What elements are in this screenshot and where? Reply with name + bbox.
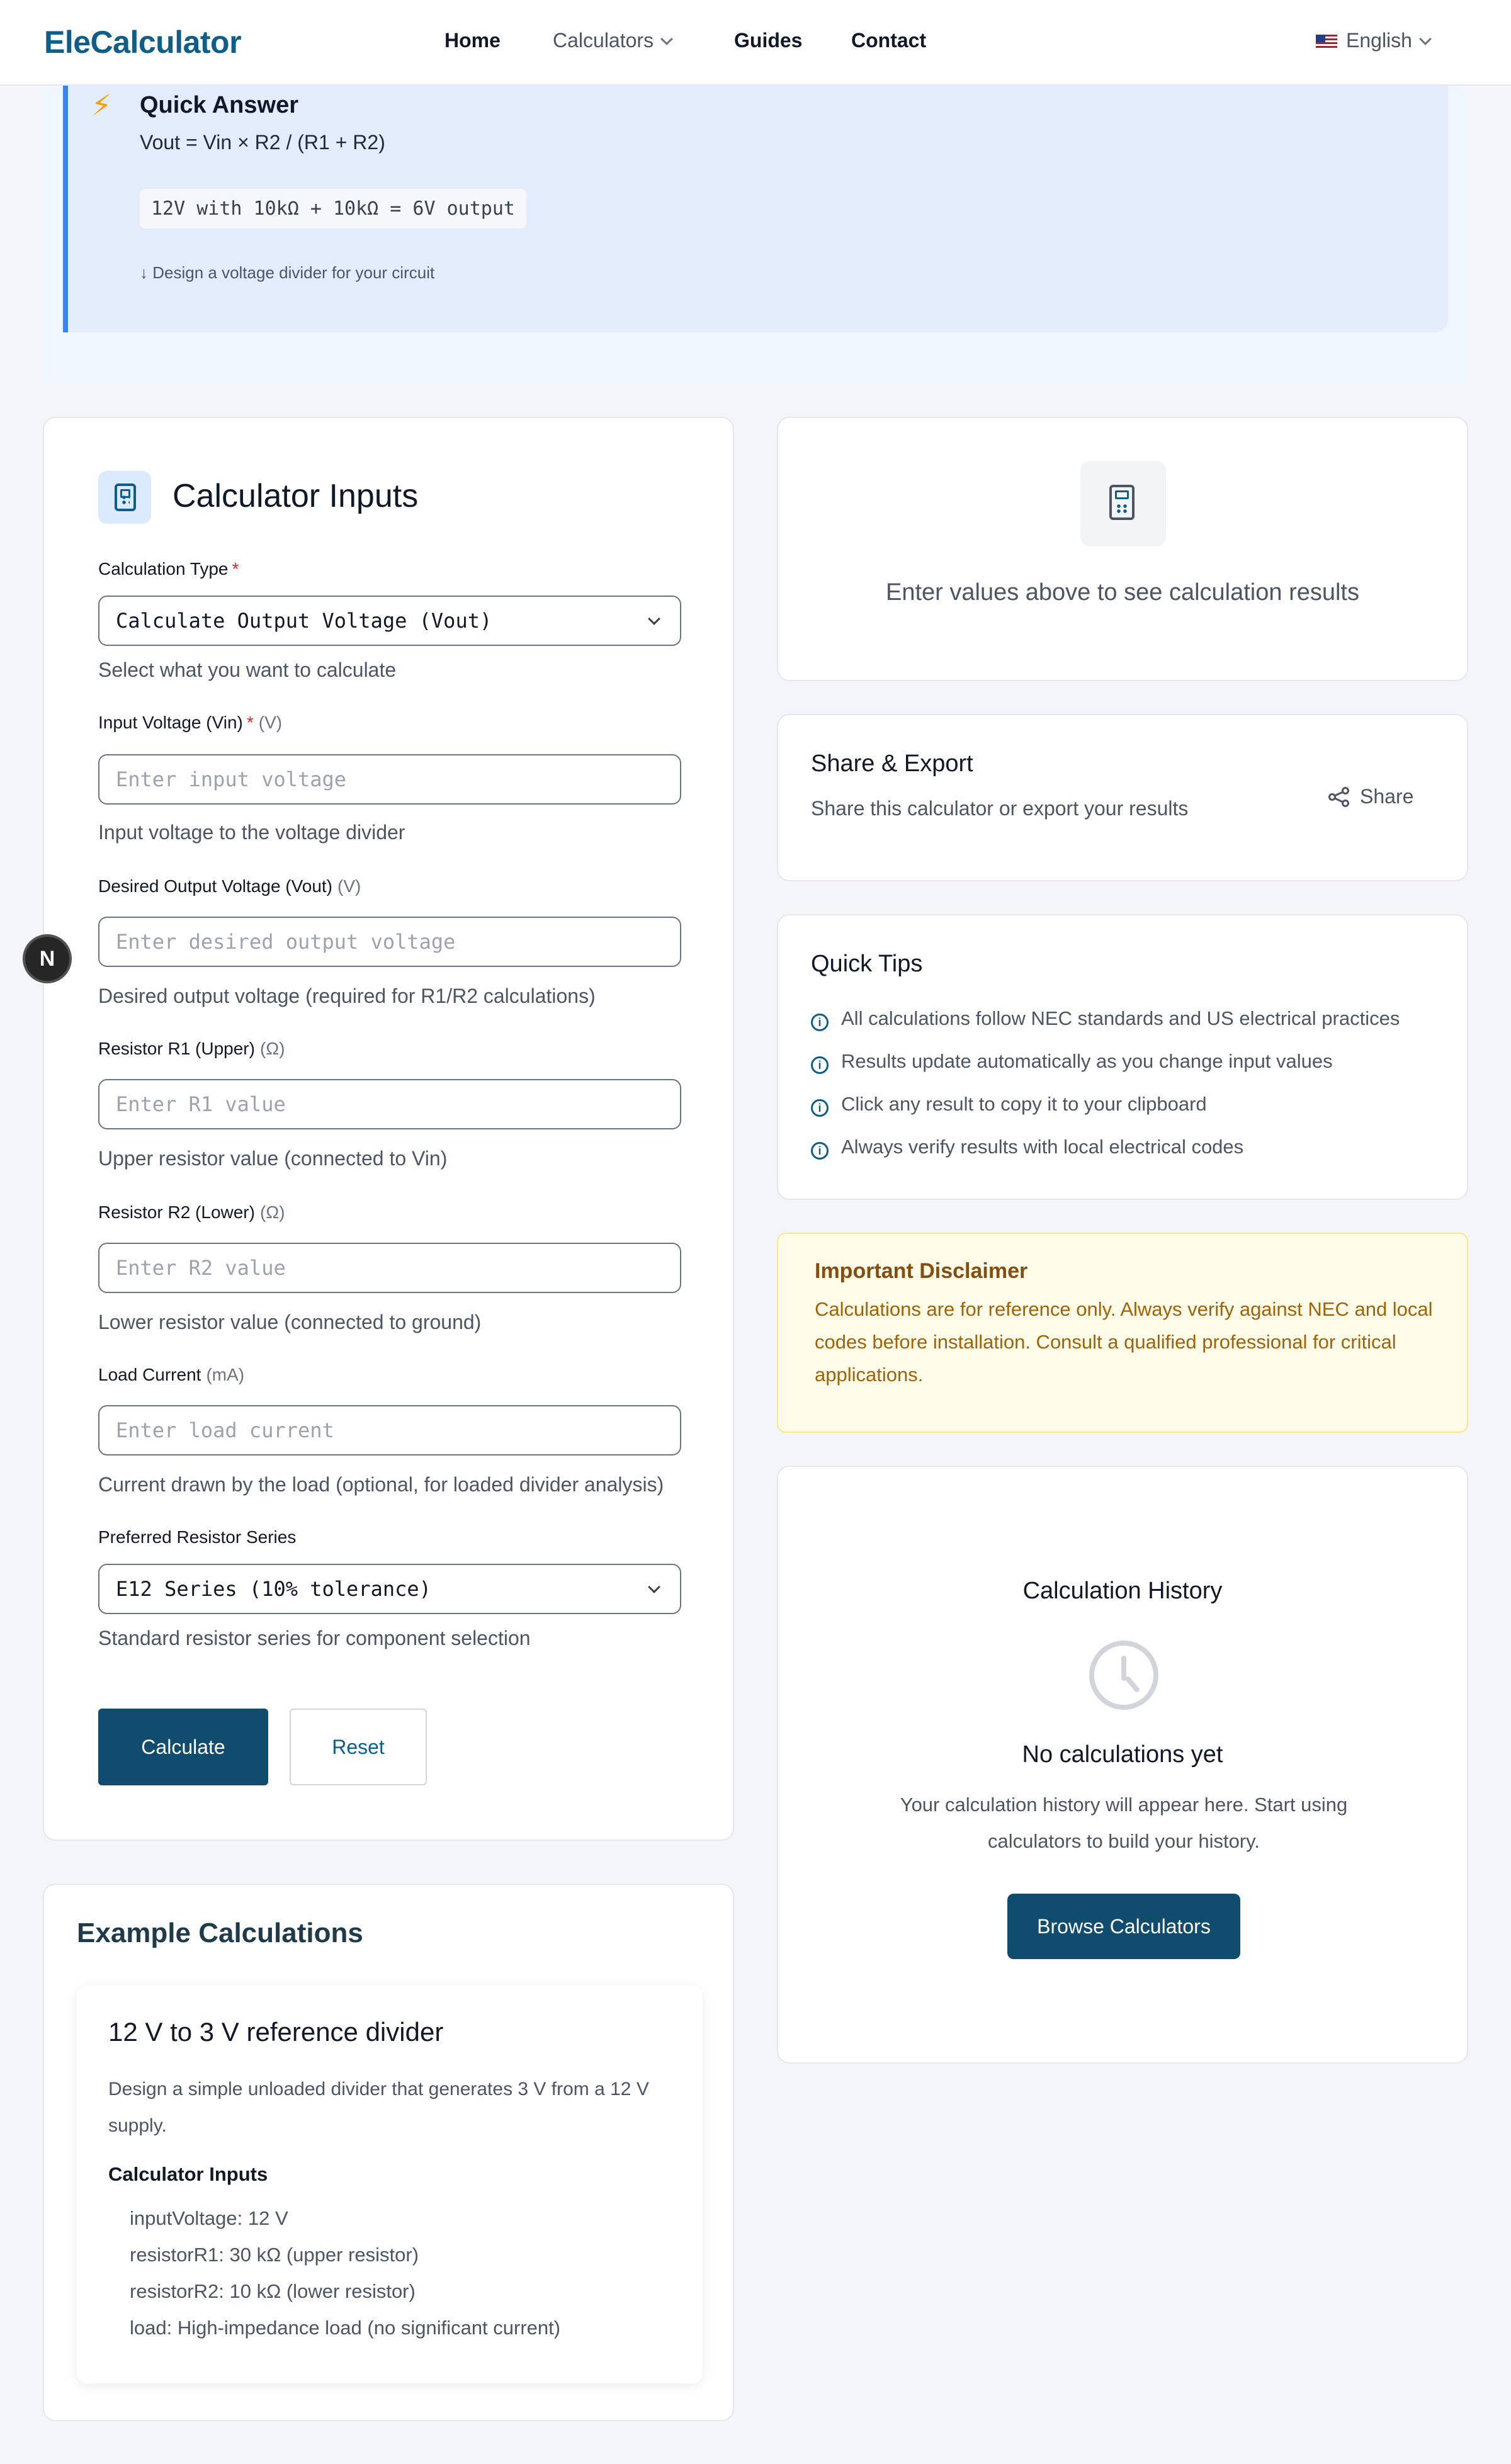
required-marker: * xyxy=(232,559,239,579)
nav-calculators[interactable] xyxy=(553,29,671,52)
example-calculations-card xyxy=(43,1884,734,2421)
r1-help: Upper resistor value (connected to Vin) xyxy=(98,1147,448,1170)
resistor-series-label: Preferred Resistor Series xyxy=(98,1527,297,1547)
r1-unit: (Ω) xyxy=(259,1039,285,1058)
calculator-icon-badge xyxy=(98,471,151,524)
r2-unit: (Ω) xyxy=(259,1202,285,1222)
calc-type-help: Select what you want to calculate xyxy=(98,658,397,681)
calculate-button[interactable]: Calculate xyxy=(98,1709,268,1785)
load-current-placeholder: Enter load current xyxy=(116,1418,334,1442)
quick-tips-card xyxy=(777,914,1468,1200)
example-input-line: load: High-impedance load (no significant current) xyxy=(130,2317,561,2339)
calc-type-label xyxy=(98,559,239,579)
quick-answer-title: Quick Answer xyxy=(140,92,299,118)
results-empty-message: Enter values above to see calculation results xyxy=(886,579,1359,606)
r2-label-text: Resistor R2 (Lower) xyxy=(98,1202,255,1222)
share-subtitle: Share this calculator or export your results xyxy=(811,797,1189,820)
nav-guides[interactable]: Guides xyxy=(734,29,803,52)
tip-text: All calculations follow NEC standards and US electrical practices xyxy=(841,1007,1400,1029)
browse-calculators-button[interactable]: Browse Calculators xyxy=(1007,1894,1240,1959)
history-empty-title: No calculations yet xyxy=(1022,1741,1223,1768)
chevron-down-icon xyxy=(648,613,660,625)
load-current-help: Current drawn by the load (optional, for loaded divider analysis) xyxy=(98,1473,664,1496)
disclaimer-card xyxy=(777,1233,1468,1433)
chevron-down-icon xyxy=(648,1581,660,1593)
calculator-icon-badge xyxy=(1080,461,1166,546)
vout-placeholder: Enter desired output voltage xyxy=(116,930,456,954)
calculator-icon xyxy=(115,483,136,511)
example-calculations-title: Example Calculations xyxy=(77,1918,363,1948)
quick-tips-title: Quick Tips xyxy=(811,951,923,977)
resistor-series-help: Standard resistor series for component selection xyxy=(98,1627,531,1649)
info-circle-icon: i xyxy=(811,1014,829,1031)
example-input-line: resistorR2: 10 kΩ (lower resistor) xyxy=(130,2280,416,2302)
r2-input[interactable] xyxy=(98,1243,681,1293)
site-header xyxy=(0,0,1511,86)
tip-item xyxy=(811,1007,1400,1030)
tip-item xyxy=(811,1136,1243,1158)
calc-type-label-text: Calculation Type xyxy=(98,559,229,579)
vout-unit: (V) xyxy=(337,876,361,896)
tip-text: Click any result to copy it to your clipboard xyxy=(841,1093,1207,1115)
example-input-line: resistorR1: 30 kΩ (upper resistor) xyxy=(130,2244,419,2266)
nav-home[interactable]: Home xyxy=(444,29,501,52)
r1-label xyxy=(98,1039,285,1059)
disclaimer-text: Calculations are for reference only. Always verify against NEC and local codes before installation. Consult a qualified professional for critical applications. xyxy=(815,1298,1433,1386)
resistor-series-select[interactable] xyxy=(98,1564,681,1614)
vout-label xyxy=(98,876,361,896)
chevron-down-icon xyxy=(1419,33,1432,45)
tip-text: Results update automatically as you change input values xyxy=(841,1050,1333,1072)
calculator-inputs-title: Calculator Inputs xyxy=(173,478,419,514)
r1-placeholder: Enter R1 value xyxy=(116,1092,286,1116)
share-export-card xyxy=(777,714,1468,881)
info-circle-icon: i xyxy=(811,1099,829,1117)
language-selector[interactable] xyxy=(1316,29,1430,52)
history-title: Calculation History xyxy=(1022,1578,1223,1604)
tip-text: Always verify results with local electrical codes xyxy=(841,1136,1244,1158)
vin-unit: (V) xyxy=(258,713,283,732)
vin-label-text: Input Voltage (Vin) xyxy=(98,713,243,732)
vout-input[interactable] xyxy=(98,917,681,967)
calculator-inputs-card xyxy=(43,417,734,1841)
share-title: Share & Export xyxy=(811,750,973,777)
results-card xyxy=(777,417,1468,681)
info-circle-icon: i xyxy=(811,1056,829,1074)
quick-answer-formula: Vout = Vin × R2 / (R1 + R2) xyxy=(140,131,385,154)
chevron-down-icon xyxy=(660,33,673,45)
load-current-input[interactable] xyxy=(98,1405,681,1455)
r1-input[interactable] xyxy=(98,1079,681,1129)
vout-help: Desired output voltage (required for R1/R2 calculations) xyxy=(98,985,596,1007)
calc-type-select[interactable] xyxy=(98,596,681,646)
dev-tools-badge[interactable]: N xyxy=(23,934,72,983)
example-item[interactable] xyxy=(77,1986,703,2383)
vin-help: Input voltage to the voltage divider xyxy=(98,821,405,844)
example-input-line: inputVoltage: 12 V xyxy=(130,2207,288,2229)
site-logo[interactable]: EleCalculator xyxy=(44,25,242,60)
clock-icon xyxy=(1089,1641,1158,1710)
tip-item xyxy=(811,1093,1207,1116)
calculator-icon xyxy=(1109,485,1135,520)
example-name: 12 V to 3 V reference divider xyxy=(108,2017,444,2047)
share-button-label: Share xyxy=(1360,785,1414,808)
nav-calculators-label: Calculators xyxy=(553,29,654,52)
vin-input[interactable] xyxy=(98,754,681,805)
disclaimer-title: Important Disclaimer xyxy=(815,1259,1028,1283)
quick-answer-example: 12V with 10kΩ + 10kΩ = 6V output xyxy=(140,189,526,229)
load-current-label-text: Load Current xyxy=(98,1365,201,1384)
load-current-label xyxy=(98,1365,244,1385)
info-circle-icon: i xyxy=(811,1142,829,1160)
share-icon xyxy=(1327,787,1351,807)
nav-contact[interactable]: Contact xyxy=(851,29,927,52)
language-label: English xyxy=(1346,29,1412,52)
example-description: Design a simple unloaded divider that generates 3 V from a 12 V supply. xyxy=(108,2079,649,2136)
vin-label xyxy=(98,713,282,733)
vout-label-text: Desired Output Voltage (Vout) xyxy=(98,876,332,896)
calculation-history-card xyxy=(777,1466,1468,2064)
r2-label xyxy=(98,1202,285,1223)
calc-type-value: Calculate Output Voltage (Vout) xyxy=(116,609,492,633)
lightning-bolt-icon: ⚡ xyxy=(91,89,112,122)
example-inputs-title: Calculator Inputs xyxy=(108,2163,268,2185)
us-flag-icon xyxy=(1316,35,1337,48)
required-marker: * xyxy=(246,713,254,732)
design-divider-link[interactable]: ↓ Design a voltage divider for your circuit xyxy=(140,263,435,282)
history-empty-description: Your calculation history will appear here. Start using calculators to build your history. xyxy=(900,1794,1348,1852)
tip-item xyxy=(811,1050,1333,1073)
r2-help: Lower resistor value (connected to ground) xyxy=(98,1311,482,1333)
r2-placeholder: Enter R2 value xyxy=(116,1256,286,1280)
resistor-series-value: E12 Series (10% tolerance) xyxy=(116,1577,431,1601)
share-button[interactable] xyxy=(1327,783,1413,808)
load-current-unit: (mA) xyxy=(206,1365,245,1384)
reset-button[interactable]: Reset xyxy=(290,1709,427,1785)
vin-placeholder: Enter input voltage xyxy=(116,767,347,791)
r1-label-text: Resistor R1 (Upper) xyxy=(98,1039,255,1058)
